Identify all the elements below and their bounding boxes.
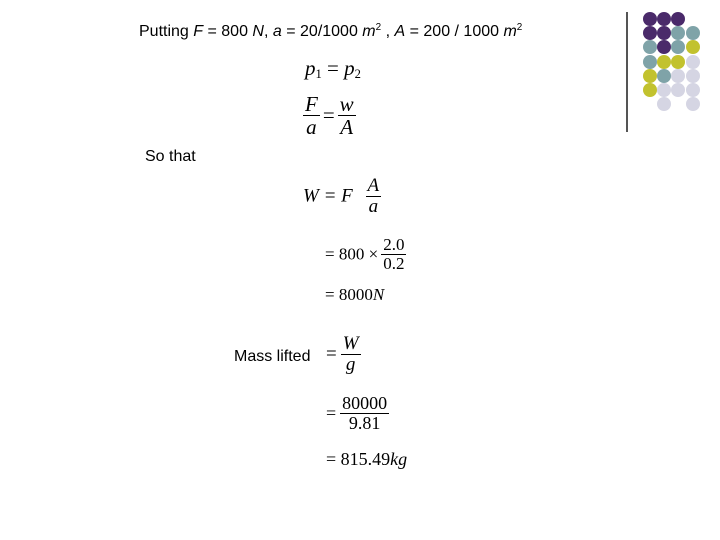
decorative-dot (686, 97, 700, 111)
equation-pressure (305, 56, 361, 82)
denominator: a (368, 195, 379, 217)
fraction (341, 334, 361, 375)
intro-text: , (263, 23, 273, 40)
decorative-dot (643, 83, 657, 97)
decorative-dot (657, 97, 671, 111)
equals-sign: = (326, 402, 337, 423)
so-that-label: So that (145, 148, 196, 165)
intro-text: = 800 (203, 23, 253, 40)
decorative-dot (671, 40, 685, 54)
intro-var-N: N (252, 23, 264, 40)
denominator: a (306, 115, 317, 140)
intro-text: = 200 / 1000 (405, 23, 504, 40)
intro-var-F: F (193, 23, 204, 40)
decorative-dot (657, 26, 671, 40)
intro-text: , (381, 23, 395, 40)
decorative-dot (657, 55, 671, 69)
equation-substitution (325, 236, 406, 273)
fraction (303, 93, 320, 138)
numerator: w (339, 92, 354, 116)
decorative-dot (686, 26, 700, 40)
equals-sign: = (322, 103, 335, 128)
equals-sign: = (321, 56, 345, 80)
numerator: 2.0 (383, 235, 405, 254)
numerator: 80000 (342, 393, 388, 413)
decorative-dot (643, 69, 657, 83)
expression-text: = 815.49 (326, 449, 391, 469)
equation-mass (326, 334, 361, 375)
decorative-dot (657, 69, 671, 83)
decorative-dot (686, 55, 700, 69)
intro-unit-m: m (362, 23, 376, 40)
denominator: g (345, 353, 356, 375)
decorative-dot (657, 40, 671, 54)
decorative-dot (657, 12, 671, 26)
subscript: 1 (315, 67, 322, 81)
decorative-dot (686, 40, 700, 54)
numerator: F (305, 92, 318, 116)
equation-weight (303, 176, 381, 217)
intro-var-a: a (272, 23, 282, 40)
decorative-dot (643, 55, 657, 69)
decorative-dot (657, 83, 671, 97)
equation-mass-substitution (326, 394, 389, 433)
fraction (340, 394, 389, 433)
intro-line (139, 22, 522, 41)
decorative-dot (671, 69, 685, 83)
fraction (381, 236, 406, 273)
expression-text: = 800 × (325, 244, 379, 264)
equals-sign: = (326, 343, 337, 365)
intro-text: = 20/1000 (281, 23, 363, 40)
decorative-dot (671, 26, 685, 40)
denominator: A (340, 115, 354, 140)
decorative-dot (671, 12, 685, 26)
intro-var-A: A (394, 23, 406, 40)
intro-exponent: 2 (375, 22, 382, 33)
mass-lifted-label: Mass lifted (234, 348, 311, 365)
numerator: W (342, 333, 359, 354)
intro-prefix: Putting (139, 23, 194, 40)
equation-ratio (303, 93, 356, 138)
decorative-dot (643, 40, 657, 54)
unit-kg: kg (390, 449, 408, 469)
decorative-dot (686, 83, 700, 97)
decorative-dot (643, 26, 657, 40)
decorative-dot (643, 12, 657, 26)
subscript: 2 (354, 67, 361, 81)
expression-text: = 8000 (325, 285, 373, 304)
var-W: W (303, 185, 319, 207)
fraction (338, 93, 356, 138)
numerator: A (367, 175, 380, 196)
intro-exponent: 2 (516, 22, 523, 33)
var-p: p (305, 56, 316, 80)
decorative-dot (671, 83, 685, 97)
decorative-dot (686, 69, 700, 83)
fraction (366, 176, 382, 217)
var-p: p (344, 56, 355, 80)
unit-N: N (372, 285, 385, 304)
denominator: 9.81 (348, 412, 381, 433)
intro-unit-m: m (503, 23, 517, 40)
decorative-dot (671, 55, 685, 69)
decorative-divider (626, 12, 628, 132)
equals-F: = F (318, 185, 358, 207)
equation-result-force (325, 285, 384, 305)
denominator: 0.2 (383, 253, 405, 273)
equation-result-mass (326, 449, 407, 470)
